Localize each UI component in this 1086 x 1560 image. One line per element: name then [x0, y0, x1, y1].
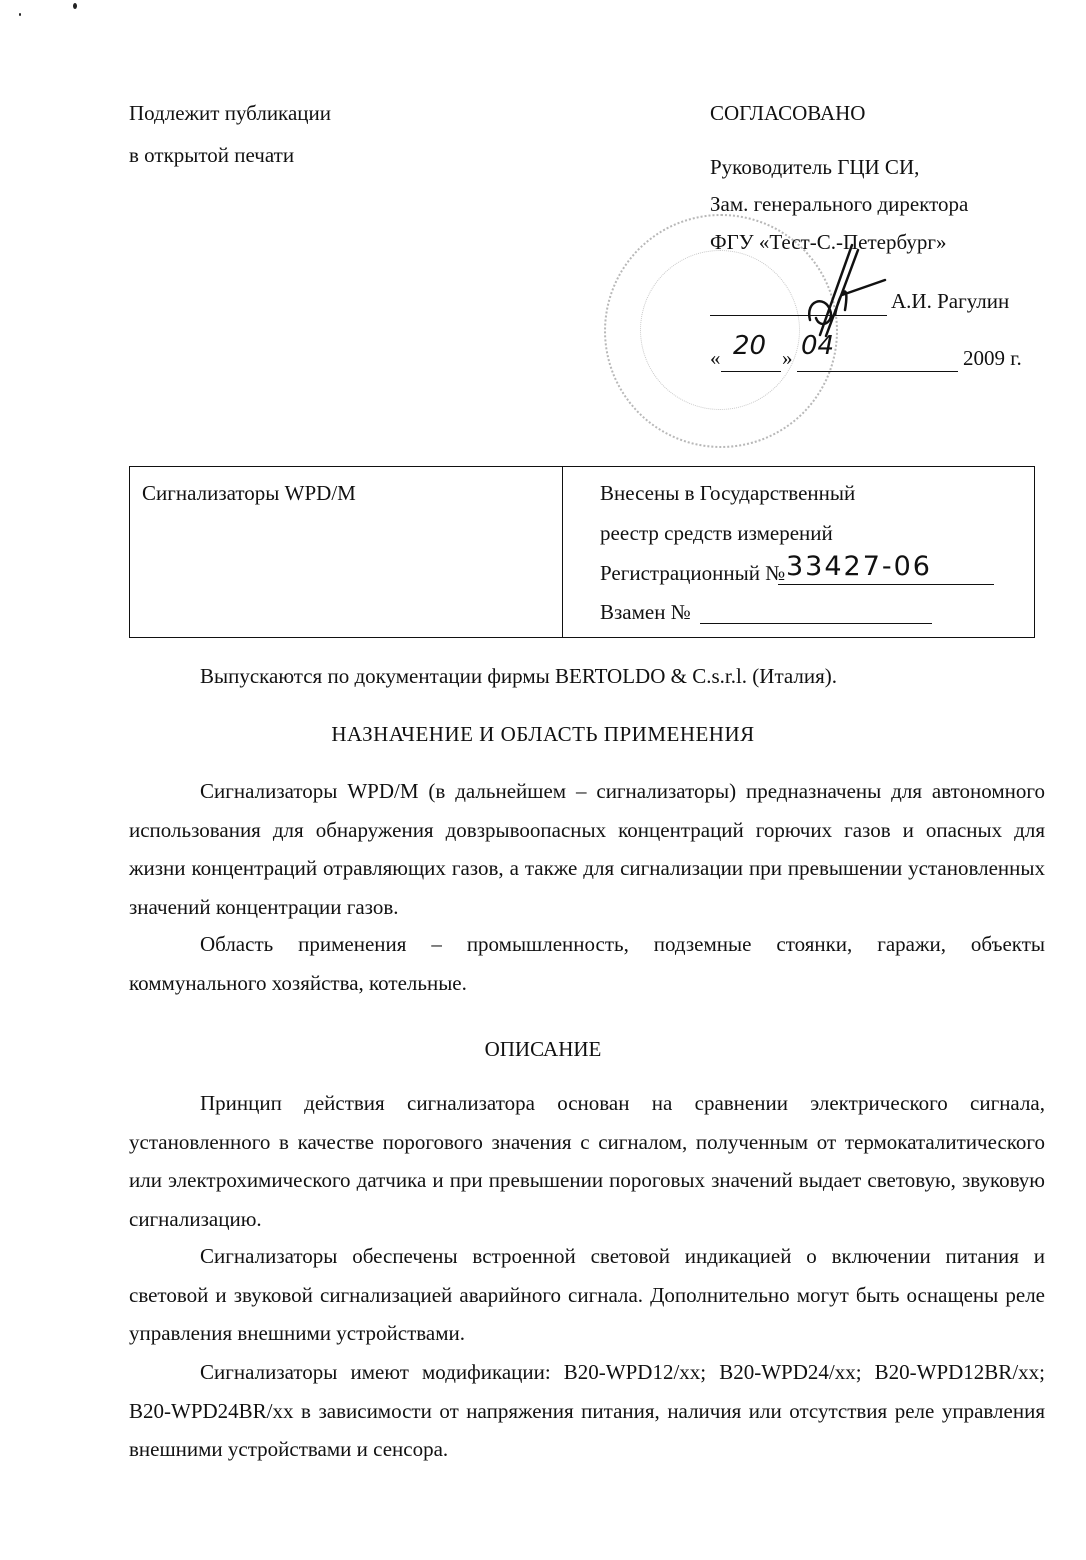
- approval-position-line2: Зам. генерального директора: [710, 192, 969, 216]
- signature-line: [710, 315, 887, 316]
- publication-note-line1: Подлежит публикации: [129, 101, 331, 125]
- date-open-quote: «: [710, 346, 721, 370]
- date-day-handwritten: 20: [733, 331, 767, 361]
- section-heading-description: ОПИСАНИЕ: [484, 1037, 602, 1061]
- scan-speck: [19, 13, 21, 16]
- registry-info-cell: [563, 467, 1034, 637]
- registry-table: [129, 466, 1035, 638]
- date-close-quote: »: [782, 346, 793, 370]
- producer-note: Выпускаются по документации фирмы BERTOLDO & C.s.r.l. (Италия).: [200, 664, 838, 688]
- approval-organization: ФГУ «Тест-С.-Петербург»: [710, 230, 947, 254]
- paragraph-application-area: Область применения – промышленность, подземные стоянки, гаражи, объекты коммунального хозяйства, котельные.: [129, 932, 1045, 995]
- paragraph-indication: Сигнализаторы обеспечены встроенной световой индикацией о включении питания и световой и звуковой сигнализацией аварийного сигнала. Дополнительно могут быть оснащены реле управления внешними устройствами.: [129, 1244, 1045, 1345]
- replacement-label: Взамен №: [600, 600, 691, 624]
- registration-number-label: Регистрационный №: [600, 561, 786, 585]
- paragraph-modifications: Сигнализаторы имеют модификации: B20-WPD12/xx; B20-WPD24/xx; B20-WPD12BR/xx; B20-WPD24BR/xx в зависимости от напряжения питания, наличия или отсутствия реле управления внешними устройствами и сенсора.: [129, 1360, 1045, 1461]
- paragraph-purpose: Сигнализаторы WPD/M (в дальнейшем – сигнализаторы) предназначены для автономного использования для обнаружения довзрывоопасных концентраций горючих газов и опасных для жизни концентраций отравляющих газов, а также для сигнализации при превышении установленных значений концентрации газов.: [129, 779, 1045, 919]
- date-month-handwritten: 04: [801, 331, 835, 361]
- date-year: 2009 г.: [963, 346, 1022, 370]
- paragraph-operating-principle: Принцип действия сигнализатора основан на сравнении электрического сигнала, установленного в качестве порогового значения с сигналом, полученным от термокаталитического или электрохимического датчика и при превышении пороговых значений выдает световую, звуковую сигнализацию.: [129, 1091, 1045, 1231]
- handwritten-signature: [780, 240, 890, 340]
- date-day-line: [721, 371, 781, 372]
- publication-note-line2: в открытой печати: [129, 143, 295, 167]
- scan-speck: [73, 3, 77, 9]
- registry-line2: реестр средств измерений: [600, 521, 833, 545]
- stamp-inner-ring: [640, 250, 800, 410]
- replacement-number-blank: [700, 623, 932, 624]
- approval-title: СОГЛАСОВАНО: [710, 101, 866, 125]
- approval-position-line1: Руководитель ГЦИ СИ,: [710, 155, 920, 179]
- date-month-line: [797, 371, 958, 372]
- signatory-name: А.И. Рагулин: [891, 289, 1010, 313]
- product-name: Сигнализаторы WPD/M: [142, 481, 356, 505]
- registry-line1: Внесены в Государственный: [600, 481, 856, 505]
- registration-number-handwritten: 33427-06: [778, 551, 994, 585]
- section-heading-purpose: НАЗНАЧЕНИЕ И ОБЛАСТЬ ПРИМЕНЕНИЯ: [331, 722, 755, 746]
- registry-product-cell: [130, 467, 563, 637]
